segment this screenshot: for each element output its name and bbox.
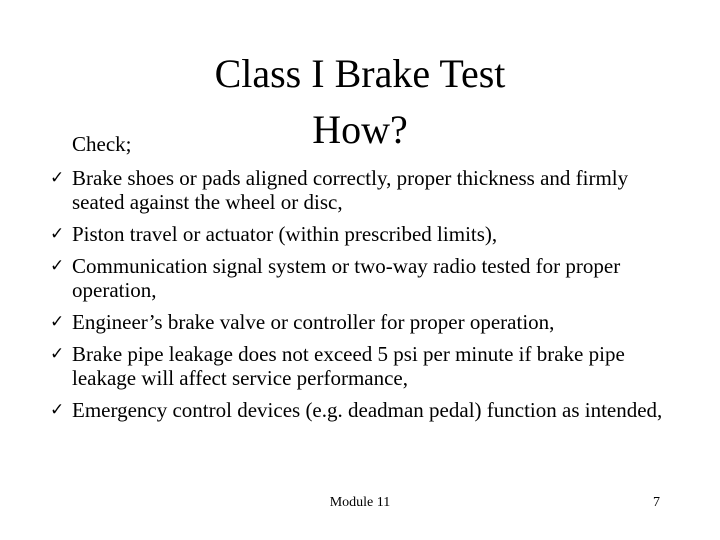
list-item (50, 254, 670, 302)
bullet-text: Brake shoes or pads aligned correctly, proper thickness and firmly seated against the wheel or disc, (72, 166, 629, 214)
intro-text: Check; (72, 132, 132, 156)
bullet-text: Communication signal system or two-way radio tested for proper operation, (72, 254, 621, 302)
list-item (50, 310, 670, 334)
bullet-text: Engineer’s brake valve or controller for proper operation, (72, 310, 555, 334)
slide-title (120, 46, 600, 158)
bullet-text: Piston travel or actuator (within prescribed limits), (72, 222, 498, 246)
bullet-text: Emergency control devices (e.g. deadman pedal) function as intended, (72, 398, 663, 422)
check-mark-icon: ✓ (50, 256, 65, 276)
bullet-list (50, 166, 670, 430)
list-item (50, 398, 670, 422)
check-mark-icon: ✓ (50, 312, 65, 332)
title-line-2: How? (312, 107, 408, 152)
title-line-1: Class I Brake Test (214, 51, 506, 96)
bullet-text: Brake pipe leakage does not exceed 5 psi per minute if brake pipe leakage will affect service performance, (72, 342, 625, 390)
page-number: 7 (653, 495, 660, 510)
check-mark-icon: ✓ (50, 400, 65, 420)
check-mark-icon: ✓ (50, 344, 65, 364)
check-mark-icon: ✓ (50, 168, 65, 188)
list-item (50, 342, 670, 390)
list-item (50, 222, 670, 246)
list-item (50, 166, 670, 214)
footer-module: Module 11 (329, 495, 391, 510)
check-mark-icon: ✓ (50, 224, 65, 244)
